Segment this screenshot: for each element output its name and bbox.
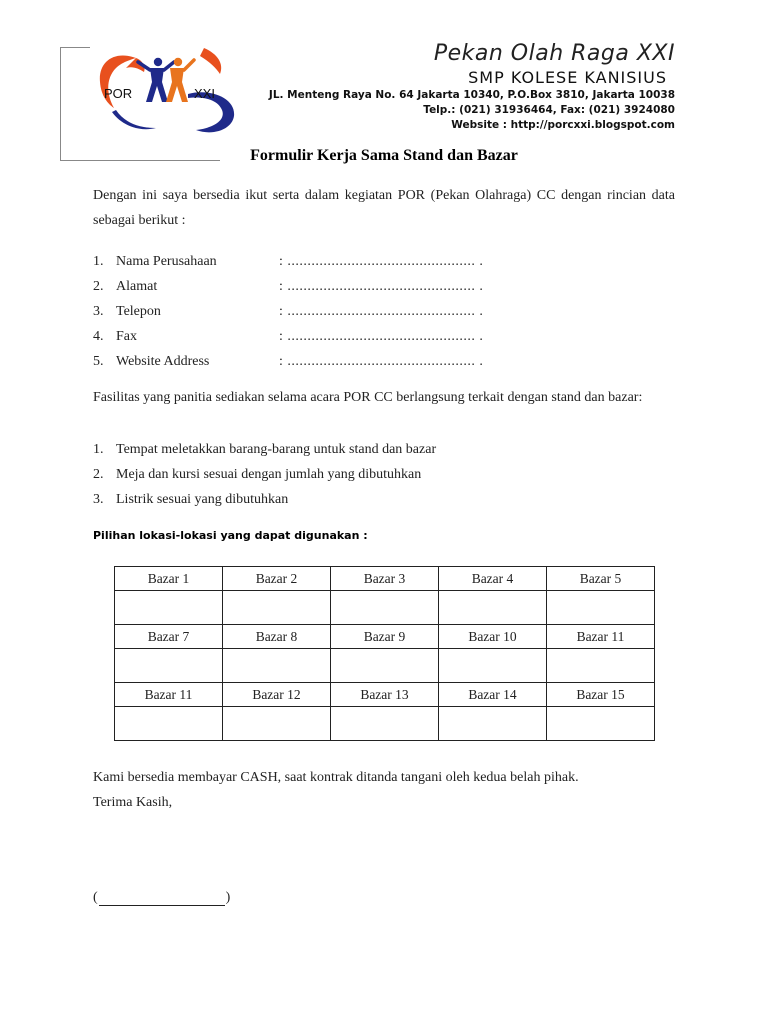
website-line: Website : http://porcxxi.blogspot.com xyxy=(451,119,675,131)
location-label: Bazar 10 xyxy=(439,625,547,649)
letterhead xyxy=(269,42,675,133)
item-text: Tempat meletakkan barang-barang untuk stand dan bazar xyxy=(116,441,437,457)
signature-close-paren: ) xyxy=(225,890,231,905)
list-item xyxy=(93,462,675,487)
signature-open-paren: ( xyxy=(93,890,98,905)
intro-paragraph: Dengan ini saya bersedia ikut serta dalam kegiatan POR (Pekan Olahraga) CC dengan rincian data sebagai berikut : xyxy=(93,188,675,228)
field-label: Alamat xyxy=(116,278,158,294)
location-label: Bazar 13 xyxy=(331,683,439,707)
location-label: Bazar 12 xyxy=(223,683,331,707)
field-row xyxy=(93,274,675,299)
field-label: Nama Perusahaan xyxy=(116,253,217,269)
field-label: Fax xyxy=(116,328,137,344)
logo-text-xxi: XXI xyxy=(194,86,215,101)
facilities-list xyxy=(93,437,675,512)
table-row xyxy=(115,683,655,707)
location-label: Bazar 1 xyxy=(115,567,223,591)
location-label: Bazar 3 xyxy=(331,567,439,591)
item-number: 3. xyxy=(93,491,104,507)
phone-line: Telp.: (021) 31936464, Fax: (021) 3924080 xyxy=(423,104,675,116)
closing-block xyxy=(93,765,579,815)
location-label: Bazar 15 xyxy=(547,683,655,707)
field-label: Website Address xyxy=(116,353,210,369)
location-label: Bazar 14 xyxy=(439,683,547,707)
location-label: Bazar 7 xyxy=(115,625,223,649)
locations-heading: Pilihan lokasi-lokasi yang dapat digunakan : xyxy=(93,529,368,542)
location-checkbox-cell[interactable] xyxy=(223,591,331,625)
field-row xyxy=(93,324,675,349)
field-number: 2. xyxy=(93,278,104,294)
field-blank[interactable]: : ............................................... . xyxy=(279,328,484,344)
location-label: Bazar 8 xyxy=(223,625,331,649)
facilities-paragraph: Fasilitas yang panitia sediakan selama acara POR CC berlangsung terkait dengan stand dan bazar: xyxy=(93,390,643,405)
location-table xyxy=(114,566,655,741)
location-label: Bazar 2 xyxy=(223,567,331,591)
field-number: 1. xyxy=(93,253,104,269)
location-checkbox-cell[interactable] xyxy=(547,707,655,741)
item-number: 2. xyxy=(93,466,104,482)
school-name: SMP KOLESE KANISIUS xyxy=(468,68,667,87)
event-title: Pekan Olah Raga XXI xyxy=(433,41,675,66)
location-label: Bazar 11 xyxy=(115,683,223,707)
table-row xyxy=(115,591,655,625)
item-number: 1. xyxy=(93,441,104,457)
list-item xyxy=(93,487,675,512)
field-blank[interactable]: : ............................................... . xyxy=(279,353,484,369)
field-blank[interactable]: : ............................................... . xyxy=(279,303,484,319)
item-text: Listrik sesuai yang dibutuhkan xyxy=(116,491,289,507)
location-label: Bazar 5 xyxy=(547,567,655,591)
field-row xyxy=(93,349,675,374)
signature-line[interactable] xyxy=(99,891,225,906)
table-row xyxy=(115,707,655,741)
location-checkbox-cell[interactable] xyxy=(547,591,655,625)
location-checkbox-cell[interactable] xyxy=(439,707,547,741)
letterhead-frame-left xyxy=(60,47,61,161)
location-checkbox-cell[interactable] xyxy=(223,649,331,683)
field-label: Telepon xyxy=(116,303,161,319)
field-blank[interactable]: : ............................................... . xyxy=(279,253,484,269)
location-label: Bazar 4 xyxy=(439,567,547,591)
field-number: 3. xyxy=(93,303,104,319)
location-checkbox-cell[interactable] xyxy=(439,649,547,683)
logo-text-por: POR xyxy=(104,86,133,101)
address-line: JL. Menteng Raya No. 64 Jakarta 10340, P.O.Box 3810, Jakarta 10038 xyxy=(268,89,675,101)
company-fields xyxy=(93,249,675,374)
location-checkbox-cell[interactable] xyxy=(331,591,439,625)
letterhead-frame-top xyxy=(60,47,90,48)
location-checkbox-cell[interactable] xyxy=(115,707,223,741)
location-checkbox-cell[interactable] xyxy=(115,591,223,625)
table-row xyxy=(115,649,655,683)
table-row xyxy=(115,625,655,649)
field-row xyxy=(93,249,675,274)
signature-block xyxy=(93,890,230,906)
thank-you: Terima Kasih, xyxy=(93,795,173,810)
location-checkbox-cell[interactable] xyxy=(223,707,331,741)
location-checkbox-cell[interactable] xyxy=(331,707,439,741)
item-text: Meja dan kursi sesuai dengan jumlah yang dibutuhkan xyxy=(116,466,422,482)
por-xxi-logo xyxy=(92,38,240,136)
field-blank[interactable]: : ............................................... . xyxy=(279,278,484,294)
field-number: 5. xyxy=(93,353,104,369)
location-checkbox-cell[interactable] xyxy=(331,649,439,683)
field-row xyxy=(93,299,675,324)
location-label: Bazar 9 xyxy=(331,625,439,649)
field-number: 4. xyxy=(93,328,104,344)
location-label: Bazar 11 xyxy=(547,625,655,649)
location-checkbox-cell[interactable] xyxy=(547,649,655,683)
form-title: Formulir Kerja Sama Stand dan Bazar xyxy=(250,147,518,164)
table-row xyxy=(115,567,655,591)
list-item xyxy=(93,437,675,462)
location-checkbox-cell[interactable] xyxy=(115,649,223,683)
payment-statement: Kami bersedia membayar CASH, saat kontrak ditanda tangani oleh kedua belah pihak. xyxy=(93,770,579,785)
location-checkbox-cell[interactable] xyxy=(439,591,547,625)
